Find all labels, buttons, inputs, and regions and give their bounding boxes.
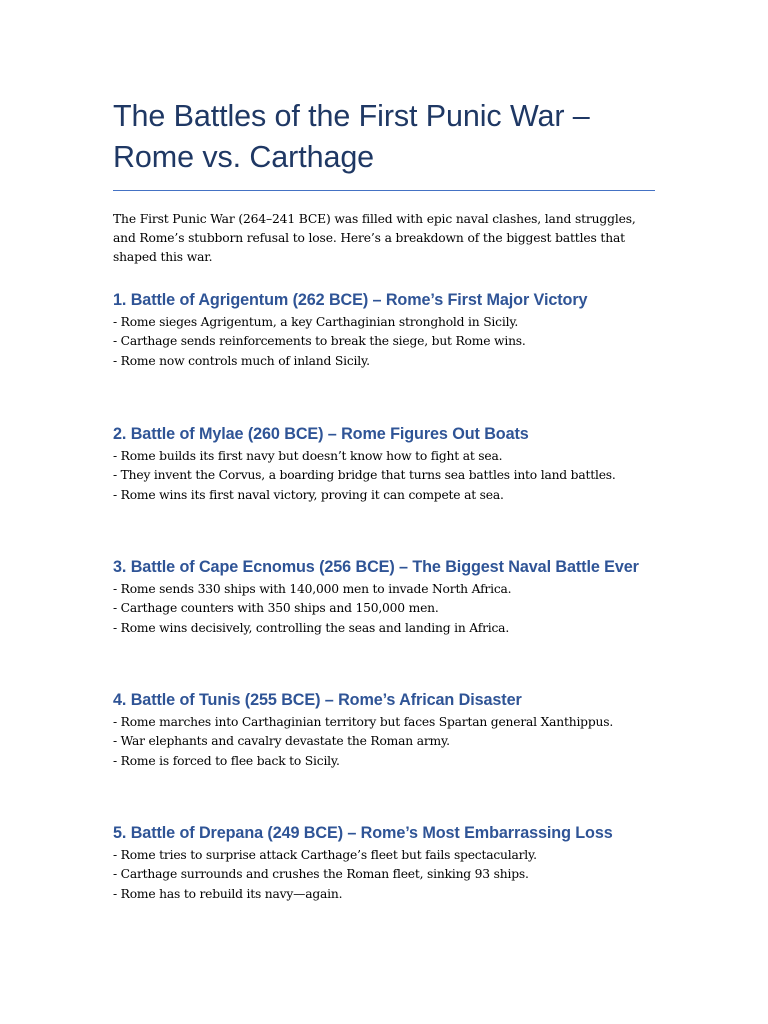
battle-section-cape-ecnomus [113, 557, 673, 638]
battle-section-drepana [113, 823, 673, 904]
page-title [113, 96, 655, 178]
list-item: - Carthage counters with 350 ships and 150,000 men. [113, 601, 439, 616]
section-heading: 2. Battle of Mylae (260 BCE) – Rome Figures Out Boats [113, 425, 529, 443]
section-heading: 4. Battle of Tunis (255 BCE) – Rome’s African Disaster [113, 691, 522, 709]
list-item: - Rome wins decisively, controlling the seas and landing in Africa. [113, 620, 510, 635]
list-item: - Carthage surrounds and crushes the Roman fleet, sinking 93 ships. [113, 867, 529, 882]
title-line-1: The Battles of the First Punic War – [113, 99, 590, 133]
bullet-list [113, 580, 673, 638]
list-item: - Rome wins its first naval victory, proving it can compete at sea. [113, 487, 504, 502]
list-item: - Rome marches into Carthaginian territory but faces Spartan general Xanthippus. [113, 715, 614, 729]
bullet-list [113, 447, 673, 505]
battle-section-agrigentum [113, 290, 673, 371]
document-page [113, 96, 655, 901]
section-heading: 5. Battle of Drepana (249 BCE) – Rome’s Most Embarrassing Loss [113, 824, 613, 842]
list-item: - Rome tries to surprise attack Carthage’s fleet but fails spectacularly. [113, 848, 537, 862]
list-item: - They invent the Corvus, a boarding bridge that turns sea battles into land battles. [113, 468, 616, 483]
bullet-list [113, 713, 673, 771]
bullet-list [113, 313, 673, 371]
list-item: - Rome sieges Agrigentum, a key Carthaginian stronghold in Sicily. [113, 315, 519, 329]
list-item: - Carthage sends reinforcements to break the siege, but Rome wins. [113, 334, 526, 349]
list-item: - Rome has to rebuild its navy—again. [113, 886, 343, 901]
battle-section-tunis [113, 690, 673, 771]
list-item: - Rome is forced to flee back to Sicily. [113, 753, 340, 768]
intro-paragraph: The First Punic War (264–241 BCE) was filled with epic naval clashes, land struggles, and Rome’s stubborn refusal to lose. Here’s a breakdown of the biggest battles that shaped this war. [113, 212, 636, 265]
section-heading: 3. Battle of Cape Ecnomus (256 BCE) – The Biggest Naval Battle Ever [113, 558, 639, 576]
list-item: - Rome sends 330 ships with 140,000 men to invade North Africa. [113, 582, 512, 596]
battle-section-mylae [113, 424, 673, 505]
list-item: - Rome now controls much of inland Sicily. [113, 353, 370, 368]
title-divider [113, 190, 655, 191]
section-heading: 1. Battle of Agrigentum (262 BCE) – Rome’s First Major Victory [113, 291, 588, 309]
list-item: - Rome builds its first navy but doesn’t know how to fight at sea. [113, 449, 503, 463]
title-line-2: Rome vs. Carthage [113, 140, 375, 174]
list-item: - War elephants and cavalry devastate the Roman army. [113, 734, 450, 749]
bullet-list [113, 846, 673, 904]
